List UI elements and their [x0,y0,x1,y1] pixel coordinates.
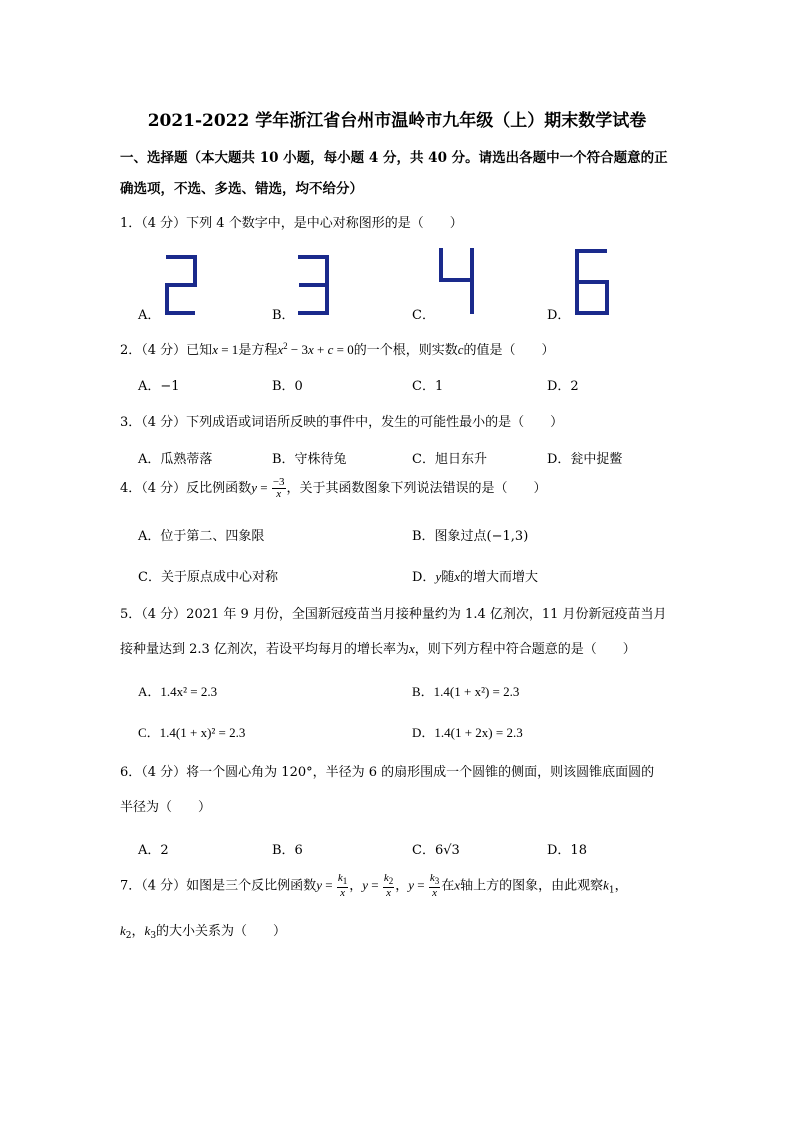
q7-y1: y [316,877,322,893]
q4-fraction [272,477,286,500]
q1-option-d-label: D． [547,308,571,323]
question-4-stem [120,477,547,500]
q7-sep4: ， [131,924,145,939]
q7-den2: x [386,887,391,899]
q2-eq-x2: x [307,342,314,357]
question-5-line2 [120,638,636,657]
q7-k3: k [429,872,435,884]
digit-2-figure [164,254,198,316]
q7-k2: k [383,872,389,884]
q7-obs-k3-sub: 3 [150,931,157,941]
q2-option-d: D．2 [547,379,579,394]
question-7-line1 [120,873,628,899]
q6-option-a: A．2 [138,843,169,858]
q5-line2-a: 接种量达到 2.3 亿剂次，若设平均每月的增长率为 [120,642,409,657]
q1-option-c-label: C． [412,308,435,323]
q2-prefix: 2．（4 分）已知 [120,343,213,358]
question-5-line1: 5．（4 分）2021 年 9 月份，全国新冠疫苗当月接种量约为 1.4 亿剂次，11 月份新冠疫苗当月 [120,607,667,622]
q7-eq1: = [321,877,336,893]
q2-option-c: C．1 [412,379,444,394]
q4-option-d-y: y [435,569,442,584]
q4-eq: = [256,480,271,495]
q1-option-b-label: B． [272,308,295,323]
q4-option-b: B．图象过点(−1,3) [412,529,529,544]
q7-obs-k1-sub: 1 [608,885,615,896]
section-heading-line1: 一、选择题（本大题共 10 小题，每小题 4 分，共 40 分。请选出各题中一个符合题意的正 [120,150,668,166]
q2-eq-term: − 3 [287,342,308,357]
q4-option-d-label: D． [412,570,436,585]
q2-option-b: B．0 [272,379,303,394]
q7-y2: y [362,877,368,893]
q7-y3: y [408,877,415,893]
question-6-line2: 半径为（ ） [120,800,212,815]
q7-eq3: = [414,877,428,893]
q7-obs-k1: k [603,877,609,893]
q2-end: 的值是（ ） [463,343,555,358]
q4-numerator: −3 [272,476,285,488]
q4-option-a: A．位于第二、四象限 [138,529,265,544]
q7-sep2: ， [395,878,409,894]
page-title: 2021-2022 学年浙江省台州市温岭市九年级（上）期末数学试卷 [147,111,647,131]
q2-option-a: A．−1 [138,379,180,394]
q7-fraction-1 [337,873,348,899]
q2-var-x: x [212,342,218,357]
q2-suffix: 的一个根，则实数 [353,343,458,358]
q4-suffix: ，关于其函数图象下列说法错误的是（ ） [286,481,547,496]
q7-axis-x: x [454,877,461,893]
q4-option-d-x: x [454,569,461,584]
q1-option-a-label: A． [138,308,161,323]
q7-sep3: ， [614,878,628,894]
q7-prefix: 7．（4 分）如图是三个反比例函数 [120,878,317,894]
q7-den3: x [432,887,438,899]
q2-eq1: = 1 [217,342,239,357]
q4-option-d [412,566,538,585]
q4-option-d-mid: 随 [441,570,455,585]
q3-option-a: A．瓜熟蒂落 [138,452,213,467]
q7-obs-k2-sub: 2 [125,931,132,941]
q5-line2-b: ，则下列方程中符合题意的是（ ） [414,642,636,657]
q5-option-a: A．1.4x² = 2.3 [138,684,218,699]
q7-suffix: 轴上方的图象，由此观察 [460,878,604,894]
q3-option-c: C．旭日东升 [412,452,487,467]
q3-option-d: D．瓮中捉鳖 [547,452,623,467]
q5-option-c: C．1.4(1 + x)² = 2.3 [138,725,246,740]
q7-mid: 在 [441,878,455,894]
q2-mid: 是方程 [238,343,278,358]
question-2-stem: 2．（4 分）已知x = 1是方程$x^2 - 3x + c = 0$的一个根，则实数c的值是（ ） [120,341,555,358]
q2-eq-zero: = 0 [333,342,354,357]
q2-eq-x: x [277,342,284,357]
q5-option-b: B．1.4(1 + x²) = 2.3 [412,684,520,699]
q7-fraction-2 [383,873,394,899]
q7-k1-sub: 1 [342,876,348,886]
q3-option-b: B．守株待兔 [272,452,347,467]
q7-eq2: = [368,877,382,893]
q6-option-b: B．6 [272,843,303,858]
q7-sep1: ， [349,878,363,894]
q7-den1: x [340,887,345,899]
question-6-line1: 6．（4 分）将一个圆心角为 120°，半径为 6 的扇形围成一个圆锥的侧面，则该圆锥底面圆的 [120,765,655,780]
q5-option-d: D．1.4(1 + 2x) = 2.3 [412,725,523,740]
section-heading-line2: 确选项，不选、多选、错选，均不给分） [120,181,363,197]
q6-option-c: C．6√3 [412,843,460,858]
q7-fraction-3 [429,873,440,899]
q7-k1: k [337,872,343,884]
q2-eq-plus: + [313,342,328,357]
q2-eq-c: c [327,342,334,357]
q7-line2-end: 的大小关系为（ ） [156,924,287,939]
q6-option-d: D．18 [547,843,587,858]
question-3-stem: 3．（4 分）下列成语或词语所反映的事件中，发生的可能性最小的是（ ） [120,415,564,430]
q2-var-c: c [457,342,464,357]
digit-4-figure [438,246,476,316]
q4-var-y: y [251,480,257,495]
q4-prefix: 4．（4 分）反比例函数 [120,481,252,496]
q7-obs-k3: k [144,923,151,938]
q7-k2-sub: 2 [388,876,394,886]
digit-6-figure [574,248,610,316]
q7-obs-k2: k [120,923,126,938]
question-1-stem: 1．（4 分）下列 4 个数字中，是中心对称图形的是（ ） [120,216,463,231]
q4-option-d-end: 的增大而增大 [460,570,539,585]
digit-3-figure [296,254,330,316]
q4-option-c: C．关于原点成中心对称 [138,570,278,585]
q5-var-x: x [408,641,415,656]
question-7-line2 [120,920,286,941]
q7-k3-sub: 3 [434,876,440,886]
q4-denominator: x [276,488,282,500]
